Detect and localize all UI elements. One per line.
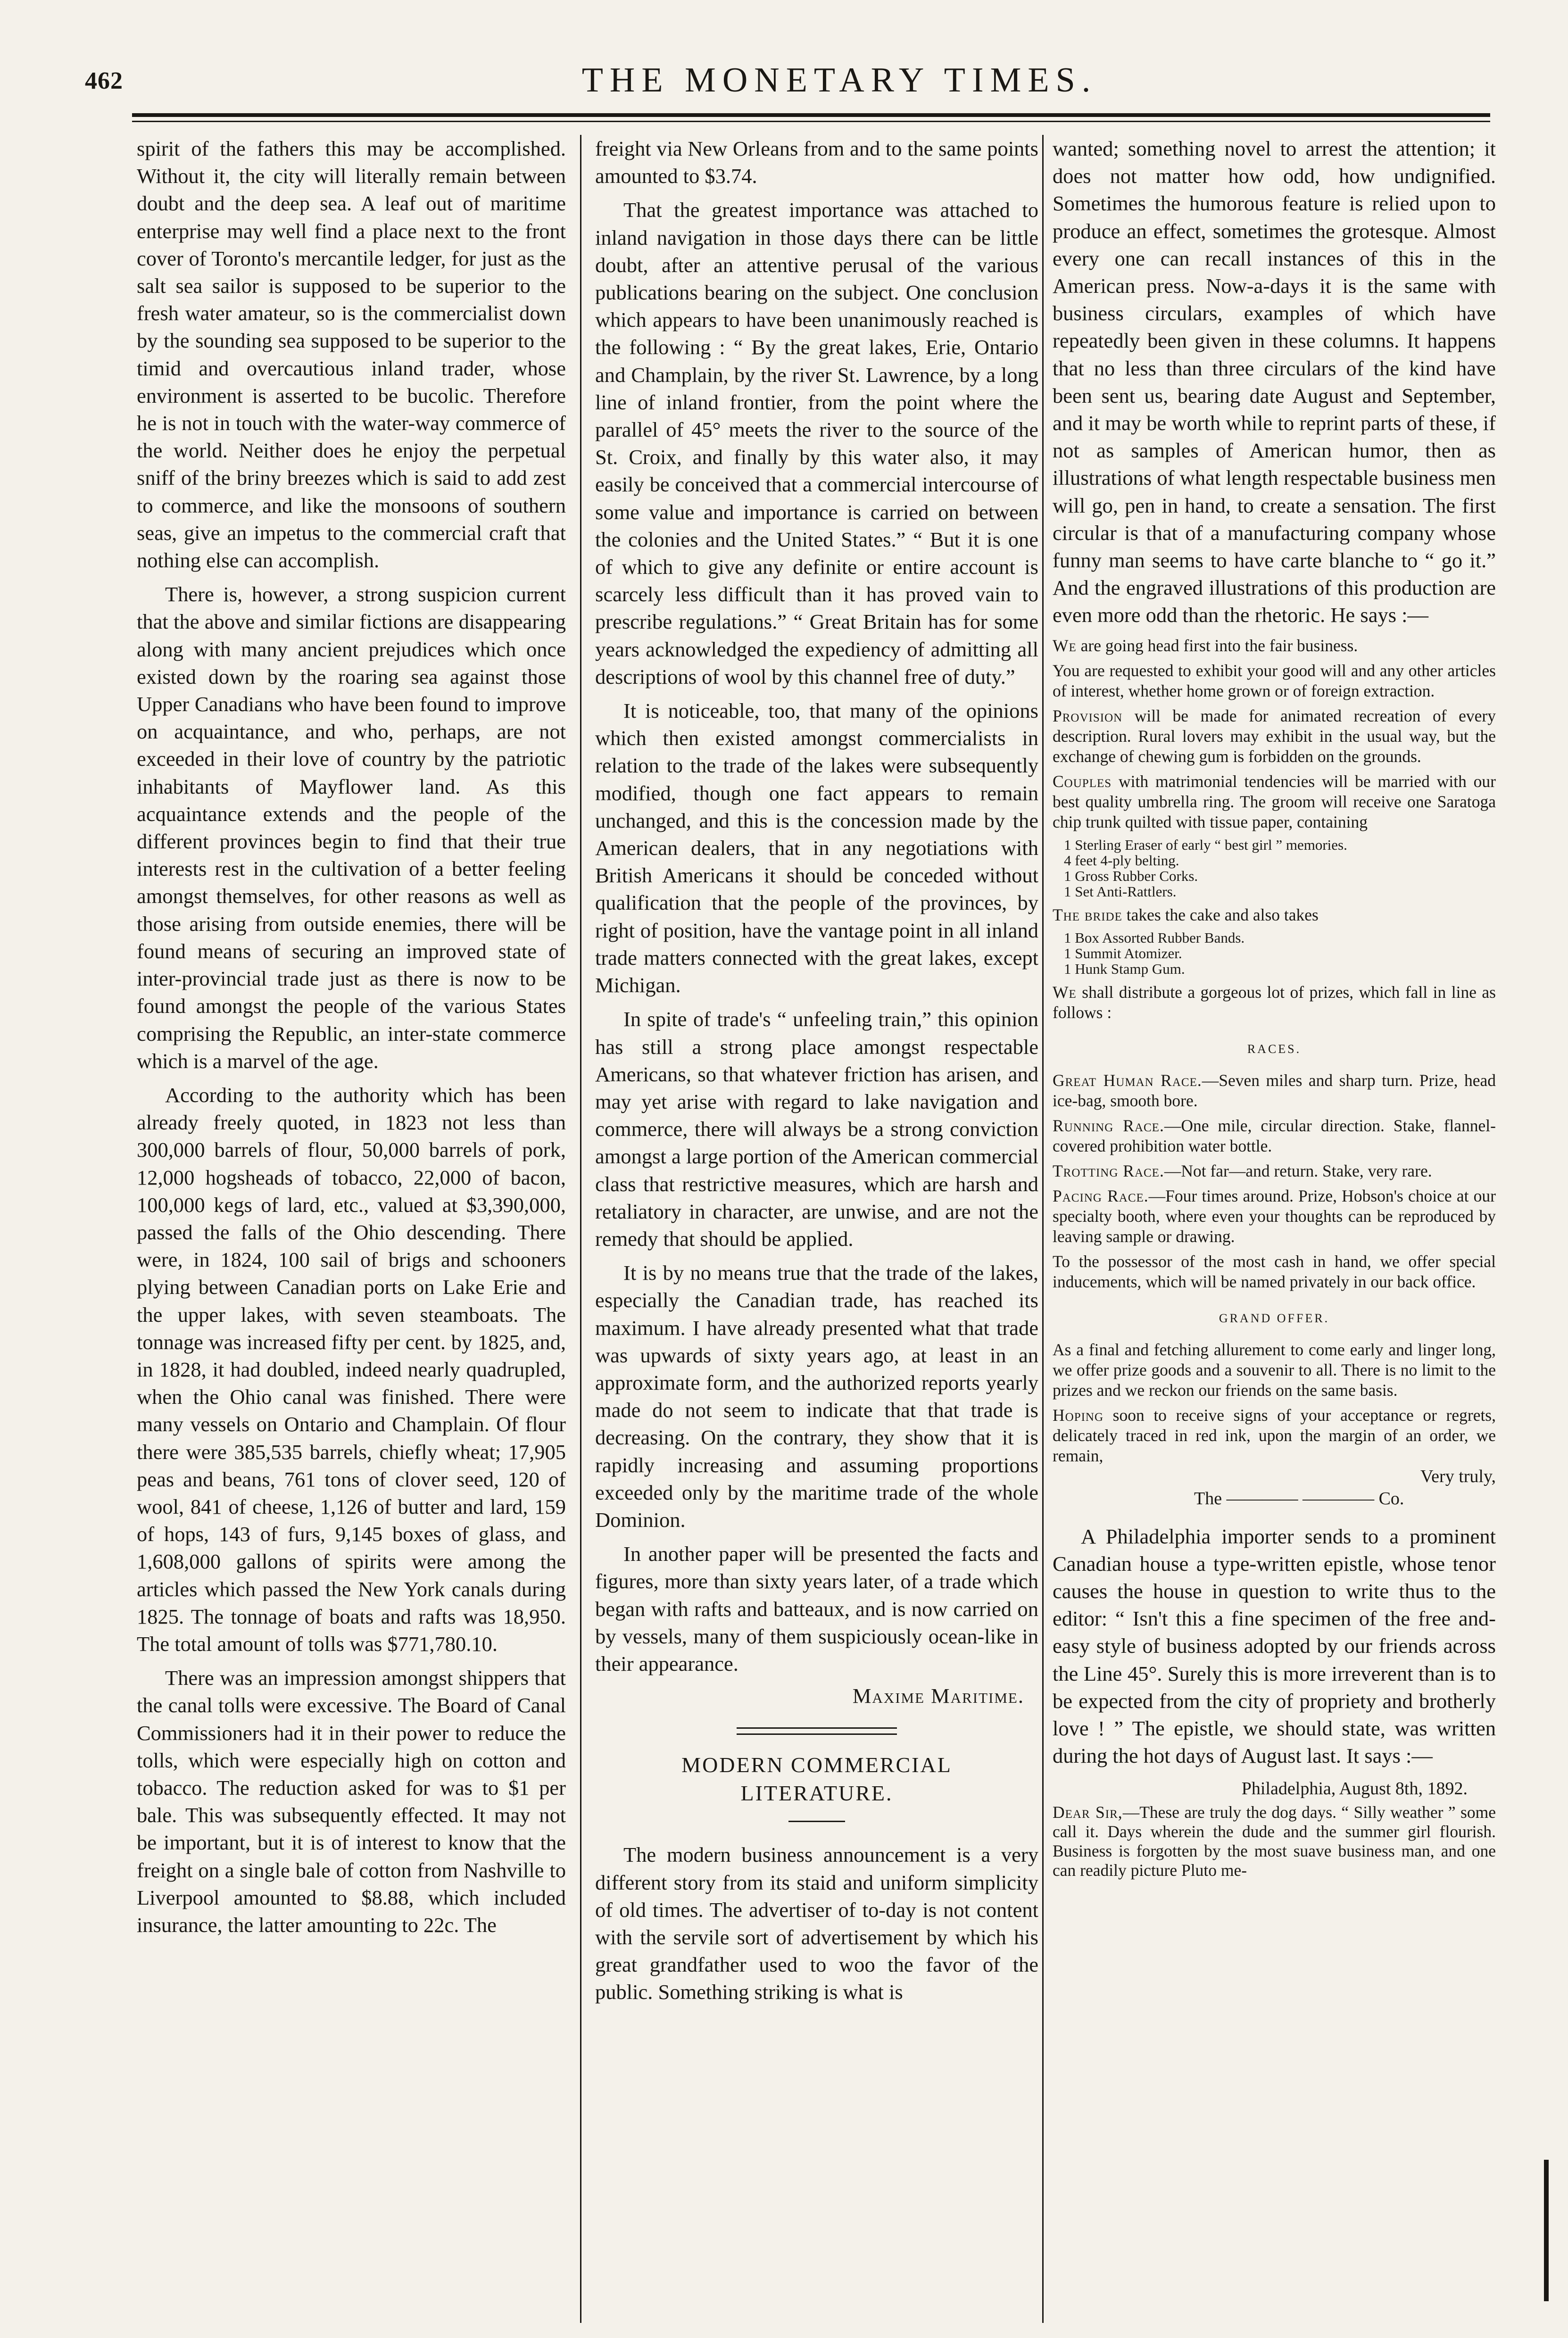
circular-line (1053, 1405, 1496, 1466)
circular-text: are going head first into the fair business. (1076, 636, 1358, 655)
paragraph: It is by no means true that the trade of the lakes, especially the Canadian trade, has reached its maximum. I have already presented what that trade was upwards of sixty years ago, at least in an approximate form, and the authorized reports yearly made do not seem to indicate that that trade is decreasing. On the contrary, they show that it is rapidly increasing and assuming proportions exceeded only by the maritime trade of the whole Dominion. (595, 1261, 1038, 1532)
race-entry (1053, 1186, 1496, 1247)
paragraph: According to the authority which has been already freely quoted, in 1823 not less than 300,000 barrels of flour, 50,000 barrels of pork, 12,000 hogsheads of tobacco, 22,000 of bacon, 100,000 kegs of lard, etc., valued at $3,390,000, passed the falls of the Ohio descending. There were, in 1824, 100 sail of brigs and schooners plying between Canadian ports on Lake Erie and the upper lakes, with seven steamboats. The tonnage was increased fifty per cent. by 1825, and, in 1828, it had doubled, indeed nearly quadrupled, when the Ohio canal was finished. There were many vessels on Ontario and Champlain. Of flour there were 385,535 barrels, chiefly wheat; 17,905 peas and beans, 761 tons of clover seed, 120 of wool, 841 of cheese, 1,126 of butter and lard, 159 of hops, 143 of furs, 9,145 boxes of glass, and 1,608,000 gallons of spirits were among the articles which passed the New York canals during 1825. The tonnage of boats and rafts was 18,950. The total amount of tolls was $771,780.10. (137, 1083, 566, 1656)
column-rule-right (1042, 135, 1044, 2323)
race-entry (1053, 1116, 1496, 1156)
paragraph: spirit of the fathers this may be accomplished. Without it, the city will literally remain between doubt and the deep sea. A leaf out of maritime enterprise may well find a place next to the front cover of Toronto's mercantile ledger, for just as the salt sea sailor is supposed to be superior to the fresh water amateur, so is the commercialist down by the sounding sea supposed to be superior to the timid and overcautious inland trader, whose environment is asserted to be bucolic. Therefore he is not in touch with the water-way commerce of the world. Neither does he enjoy the perpetual sniff of the briny breezes which is said to add zest to commerce, and like the monsoons of southern seas, give an impetus to the commercial craft that nothing else can accomplish. (137, 137, 566, 572)
lead-word: We (1053, 636, 1077, 655)
header-rule-thick (132, 113, 1490, 117)
circular-line (1053, 905, 1496, 925)
circular-text: takes the cake and also takes (1122, 905, 1319, 924)
section-divider (737, 1727, 897, 1729)
race-name: Pacing Race. (1053, 1186, 1149, 1205)
race-entry (1053, 1161, 1496, 1181)
races-heading: RACES. (1247, 1042, 1302, 1056)
list-item: 1 Box Assorted Rubber Bands. (1064, 929, 1245, 946)
signoff-line: The ———— ———— Co. (1194, 1488, 1404, 1509)
closing-line: Very truly, (1420, 1466, 1496, 1486)
lead-word: Hoping (1053, 1405, 1104, 1425)
paragraph: That the greatest importance was attached to inland navigation in those days there can be little doubt, after an attentive perusal of the various publications bearing on the subject. One conclusion which appears to have been unanimously reached is the following : “ By the great lakes, Erie, Ontario and Champlain, by the river St. Lawrence, by a long line of inland frontier, from the point where the parallel of 45° meets the river to the source of the St. Croix, and finally by this water also, it may easily be conceived that a commercial intercourse of some value and importance is carried on between the colonies and the United States.” “ But it is one of which to give any definite or entire account is scarcely less difficult than it has proved vain to prescribe regulations.” “ Great Britain has for some years acknowledged the expediency of admitting all descriptions of wool by this channel free of duty.” (595, 198, 1038, 688)
column-2 (595, 135, 1038, 2323)
paragraph: wanted; something novel to arrest the attention; it does not matter how odd, how undignified. Sometimes the humorous feature is relied upon to produce an effect, sometimes the grotesque. Almost every one can recall instances of this in the American press. Now-a-days it is the same with business circulars, examples of which have repeatedly been given in these columns. It happens that no less than three circulars of the kind have been sent us, bearing date August and September, and it may be worth while to reprint parts of these, if not as samples of American humor, then as illustrations of what length respectable business men will go, pen in hand, to create a sensation. The first circular is that of a manufacturing company whose funny man seems to have carte blanche to “ go it.” And the engraved illustrations of this production are even more odd than the rhetoric. He says :— (1053, 137, 1496, 627)
grand-offer-heading: GRAND OFFER. (1219, 1311, 1330, 1325)
page-number: 462 (85, 67, 123, 94)
race-name: Great Human Race. (1053, 1070, 1202, 1090)
paragraph: In spite of trade's “ unfeeling train,” this opinion has still a strong place amongst respectable Americans, so that whatever friction has arisen, and may yet arise with regard to lake navigation and commerce, there will always be a strong conviction amongst a large portion of the American commercial class that restrictive measures, which are harsh and retaliatory in character, are unwise, and are not the remedy that should be applied. (595, 1007, 1038, 1251)
paragraph: The modern business announcement is a very different story from its staid and uniform simplicity of old times. The advertiser of to-day is not content with the servile sort of advertisement by which his great grandfather used to woo the favor of the public. Something striking is what is (595, 1843, 1038, 2004)
letter-salutation: Dear Sir, (1053, 1802, 1123, 1822)
list-item: 1 Gross Rubber Corks. (1064, 867, 1198, 884)
race-name: Trotting Race. (1053, 1161, 1164, 1180)
section-title: MODERN COMMERCIAL LITERATURE. (681, 1753, 952, 1806)
list-item: 4 feet 4-ply belting. (1064, 852, 1179, 869)
circular-line (1053, 636, 1496, 656)
item-list (1064, 837, 1496, 899)
race-entry (1053, 1070, 1496, 1111)
race-text: —Seven miles and sharp turn. Prize, head ice-bag, smooth bore. (1053, 1070, 1496, 1110)
letter-body: —These are truly the dog days. “ Silly weather ” some call it. Days wherein the dude and the summer girl flourish. Business is forgotten by the most suave business man, and one can readily picture Pluto me- (1053, 1802, 1496, 1880)
race-name: Running Race. (1053, 1116, 1164, 1135)
circular-quote (1053, 636, 1496, 1510)
circular-line: As a final and fetching allurement to come early and linger long, we offer prize goods and a souvenir to all. There is no limit to the prizes and we reckon our friends on the same basis. (1053, 1340, 1496, 1400)
circular-line (1053, 771, 1496, 832)
lead-word: Provision (1053, 706, 1123, 725)
letter-date: Philadelphia, August 8th, 1892. (1241, 1779, 1468, 1799)
list-item: 1 Summit Atomizer. (1064, 945, 1182, 962)
column-rule-left (580, 135, 581, 2323)
race-text: —Four times around. Prize, Hobson's choice at our specialty booth, where even your thoughts can be reproduced by leaving sample or drawing. (1053, 1186, 1496, 1246)
list-item: 1 Hunk Stamp Gum. (1064, 960, 1185, 977)
circular-text: with matrimonial tendencies will be married with our best quality umbrella ring. The groom will receive one Saratoga chip trunk quilted with tissue paper, containing (1053, 771, 1496, 831)
paragraph: freight via New Orleans from and to the same points amounted to $3.74. (595, 137, 1038, 188)
paragraph: There is, however, a strong suspicion current that the above and similar fictions are disappearing along with many ancient prejudices which once existed down by the roaring sea against those Upper Canadians who have been found to improve on acquaintance, and who, perhaps, are not exceeded in their love of country by the patriotic inhabitants of Mayflower land. As this acquaintance extends and the people of the different provinces begin to find that their true interests rest in the cultivation of a better feeling amongst themselves, for other reasons as well as those arising from outside enemies, there will be found means of securing an improved state of inter-provincial trade just as there is now to be found amongst the people of the various States comprising the Republic, an inter-state commerce which is a marvel of the age. (137, 582, 566, 1073)
item-list (1064, 930, 1496, 977)
circular-text: shall distribute a gorgeous lot of prizes, which fall in line as follows : (1053, 982, 1496, 1022)
title-underline (788, 1821, 845, 1822)
column-1 (137, 135, 566, 2323)
section-divider (737, 1733, 897, 1735)
column-3 (1053, 135, 1496, 2323)
circular-line: You are requested to exhibit your good will and any other articles of interest, whether home grown or of foreign extraction. (1053, 661, 1496, 700)
list-item: 1 Set Anti-Rattlers. (1064, 883, 1177, 900)
header-rule-thin (132, 121, 1490, 122)
page-edge-mark (1540, 2160, 1553, 2301)
masthead-title: THE MONETARY TIMES. (581, 61, 1097, 99)
circular-text: will be made for animated recreation of every description. Rural lovers may exhibit in the usual way, but the exchange of chewing gum is forbidden on the grounds. (1053, 706, 1496, 766)
lead-word: Couples (1053, 771, 1112, 791)
lead-word: The bride (1053, 905, 1122, 924)
race-entry: To the possessor of the most cash in hand, we offer special inducements, which will be named privately in our back office. (1053, 1252, 1496, 1291)
paragraph: In another paper will be presented the facts and figures, more than sixty years later, of a trade which began with rafts and batteaux, and is now carried on by vessels, many of them suspiciously ocean-like in their appearance. (595, 1542, 1038, 1675)
paragraph: It is noticeable, too, that many of the opinions which then existed amongst commercialists in relation to the trade of the lakes were subsequently modified, though one fact appears to remain unchanged, and this is the concession made by the American dealers, that in any negotiations with British Americans it should be conceded without qualification that the people of the provinces, by right of position, have the vantage point in all inland trade matters connected with the great lakes, except Michigan. (595, 699, 1038, 997)
circular-text: soon to receive signs of your acceptance or regrets, delicately traced in red ink, upon the margin of an order, we remain, (1053, 1405, 1496, 1465)
circular-line (1053, 982, 1496, 1023)
letter-text (1053, 1803, 1496, 1880)
lead-word: We (1053, 982, 1077, 1002)
paragraph: There was an impression amongst shippers that the canal tolls were excessive. The Board of Canal Commissioners had it in their power to reduce the tolls, which were especially high on cotton and tobacco. The reduction asked for was to $1 per bale. This was subsequently effected. It may not be important, but it is of interest to know that the freight on a single bale of cotton from Nashville to Liverpool amounted to $8.88, which included insurance, the latter amounting to 22c. The (137, 1666, 566, 1937)
paragraph: A Philadelphia importer sends to a prominent Canadian house a type-written epistle, whose tenor causes the house in question to write thus to the editor: “ Isn't this a fine specimen of the free and-easy style of business adopted by our friends across the Line 45°. Surely this is more irreverent than is to be expected from the city of propriety and brotherly love ! ” The epistle, we should state, was written during the hot days of August last. It says :— (1053, 1524, 1496, 1768)
race-text: —One mile, circular direction. Stake, flannel-covered prohibition water bottle. (1053, 1116, 1496, 1155)
list-item: 1 Sterling Eraser of early “ best girl ” memories. (1064, 836, 1347, 853)
circular-line (1053, 706, 1496, 767)
article-signature: Maxime Maritime. (852, 1684, 1024, 1708)
race-text: —Not far—and return. Stake, very rare. (1164, 1161, 1432, 1180)
